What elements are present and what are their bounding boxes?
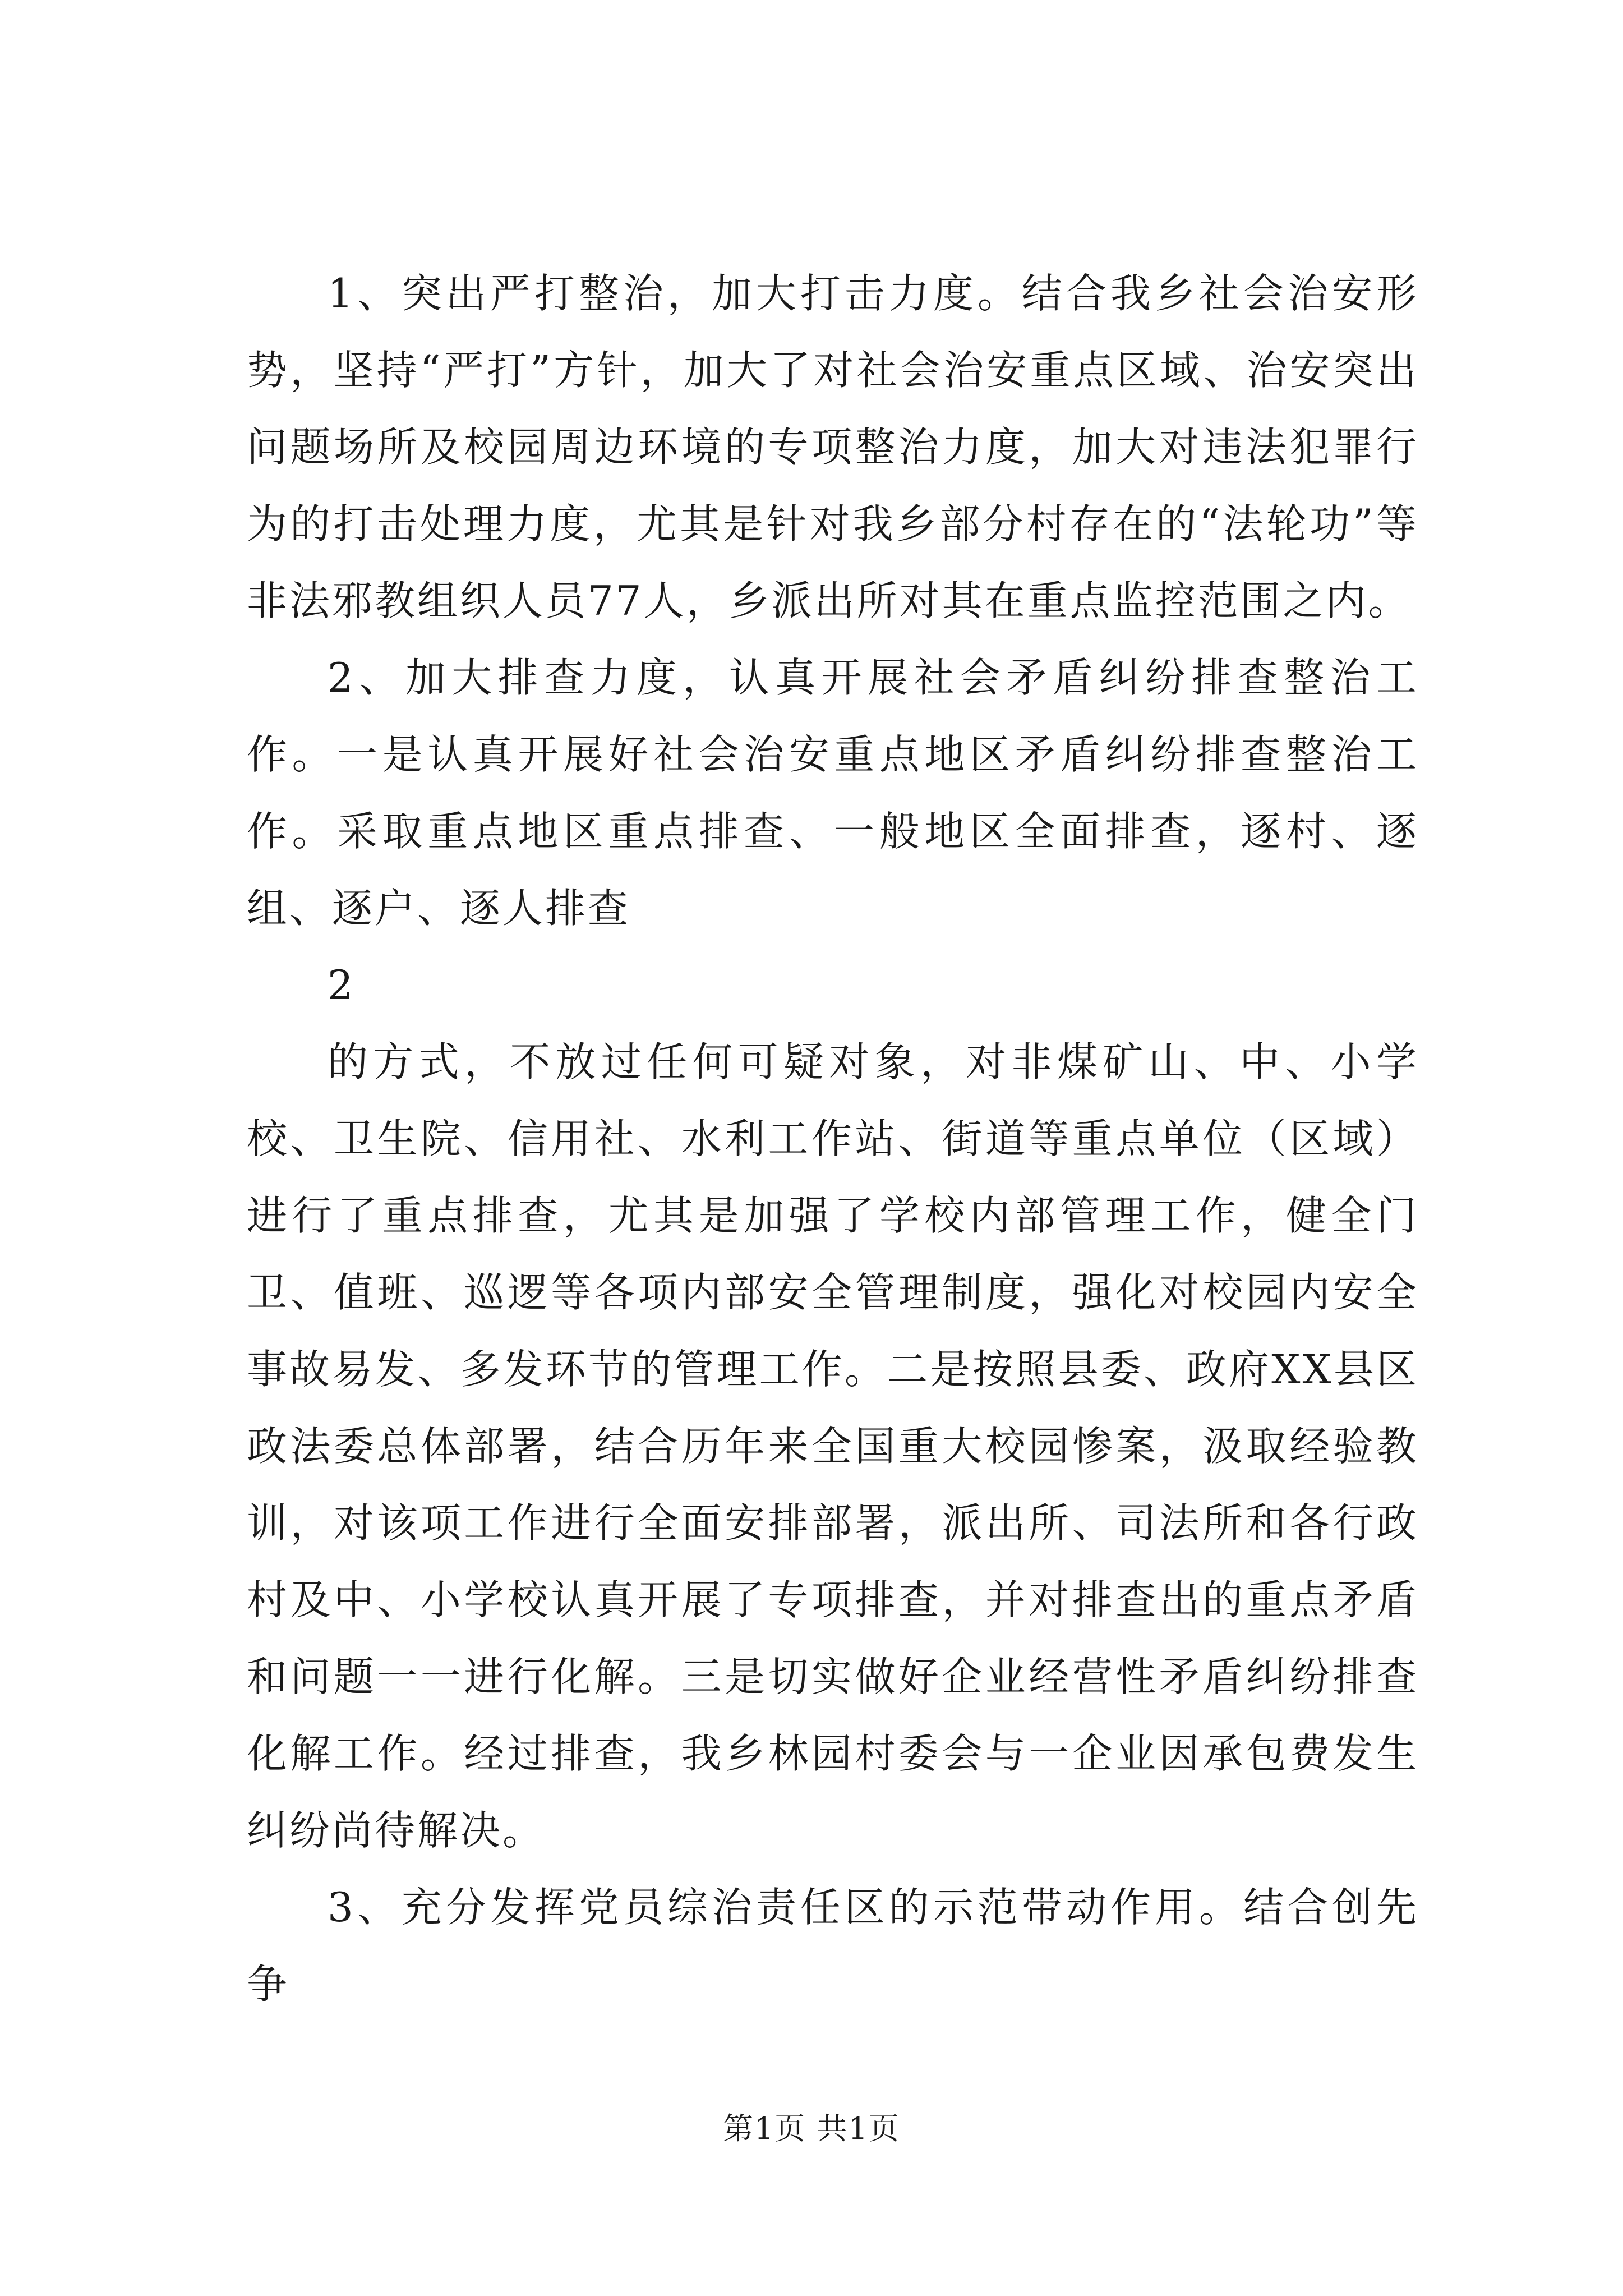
paragraph-investigation: 2、加大排查力度，认真开展社会矛盾纠纷排查整治工作。一是认真开展好社会治安重点地区矛盾纠纷排查整治工作。采取重点地区重点排查、一般地区全面排查，逐村、逐组、逐户、逐人排查 — [247, 654, 1419, 932]
document-body — [247, 255, 1419, 2023]
paragraph-crackdown: 1、突出严打整治，加大打击力度。结合我乡社会治安形势，坚持“严打”方针，加大了对社会治安重点区域、治安突出问题场所及校园周边环境的专项整治力度，加大对违法犯罪行为的打击处理力度，尤其是针对我乡部分村存在的“法轮功”等非法邪教组织人员77人，乡派出所对其在重点监控范围之内。 — [247, 270, 1419, 624]
inline-page-number: 2 — [328, 961, 353, 1009]
page-footer: 第1页 共1页 — [723, 2111, 900, 2146]
paragraph-investigation-continued: 的方式，不放过任何可疑对象，对非煤矿山、中、小学校、卫生院、信用社、水利工作站、街道等重点单位（区域）进行了重点排查，尤其是加强了学校内部管理工作，健全门卫、值班、巡逻等各项内部安全管理制度，强化对校园内安全事故易发、多发环节的管理工作。二是按照县委、政府XX县区政法委总体部署，结合历年来全国重大校园惨案，汲取经验教训，对该项工作进行全面安排部署，派出所、司法所和各行政村及中、小学校认真开展了专项排查，并对排查出的重点矛盾和问题一一进行化解。三是切实做好企业经营性矛盾纠纷排查化解工作。经过排查，我乡林园村委会与一企业因承包费发生纠纷尚待解决。 — [247, 1038, 1419, 1854]
paragraph-party-members: 3、充分发挥党员综治责任区的示范带动作用。结合创先争 — [247, 1884, 1419, 2008]
